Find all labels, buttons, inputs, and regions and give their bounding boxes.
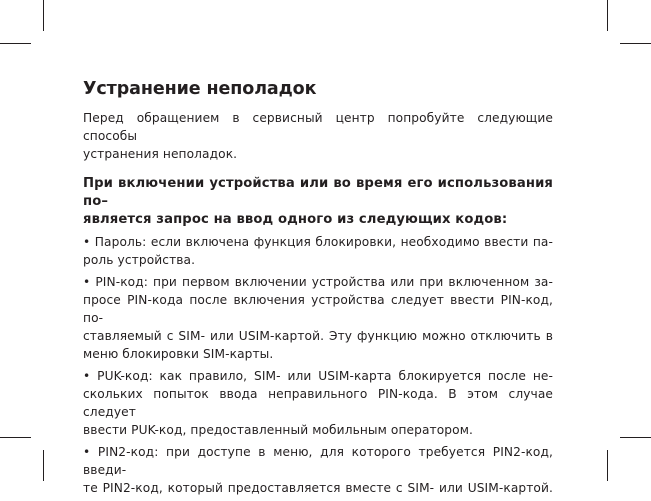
bullet-line: меню блокировки SIM-карты. (83, 347, 274, 361)
bullet-line: • PIN2-код: при доступе в меню, для которого требуется PIN2-код, введи- (83, 445, 553, 477)
bullet-line: ввести PUK-код, предоставленный мобильным оператором. (83, 423, 473, 437)
bullet-item-puk (83, 367, 553, 439)
bullet-line: ставляемый с SIM- или USIM-картой. Эту функцию можно отключить в (83, 329, 553, 343)
intro-line: Перед обращением в сервисный центр попробуйте следующие способы (83, 111, 553, 143)
page-title: Устранение неполадок (83, 79, 317, 99)
page-content (83, 78, 553, 501)
bullet-item-password (83, 233, 553, 269)
bullet-line: те PIN2-код, который предоставляется вместе с SIM- или USIM-картой. (83, 481, 553, 495)
crop-mark-top-left-vertical (43, 0, 44, 31)
bullet-line: роль устройства. (83, 253, 196, 267)
section-heading-line: При включении устройства или во время его использования по– (83, 176, 553, 209)
bullet-line: скольких попыток ввода неправильного PIN-кода. В этом случае следует (83, 387, 553, 419)
crop-mark-bottom-left-horizontal (0, 437, 31, 438)
crop-mark-bottom-right-horizontal (620, 437, 651, 438)
bullet-line: просе PIN-кода после включения устройства следует ввести PIN-код, по- (83, 293, 553, 325)
bullet-line: • PUK-код: как правило, SIM- или USIM-карта блокируется после не- (83, 369, 553, 383)
crop-mark-top-left-horizontal (0, 43, 31, 44)
crop-mark-top-right-horizontal (620, 43, 651, 44)
crop-mark-top-right-vertical (607, 0, 608, 31)
section-heading (83, 175, 553, 229)
crop-mark-bottom-left-vertical (43, 450, 44, 481)
intro-paragraph (83, 109, 553, 163)
bullet-item-pin (83, 273, 553, 363)
bullet-line: • PIN-код: при первом включении устройства или при включенном за- (83, 275, 553, 289)
bullet-line: • Пароль: если включена функция блокировки, необходимо ввести па- (83, 235, 553, 249)
intro-line: устранения неполадок. (83, 147, 238, 161)
crop-mark-bottom-right-vertical (607, 450, 608, 481)
section-heading-line: является запрос на ввод одного из следующих кодов: (83, 212, 508, 227)
bullet-item-pin2 (83, 443, 553, 497)
